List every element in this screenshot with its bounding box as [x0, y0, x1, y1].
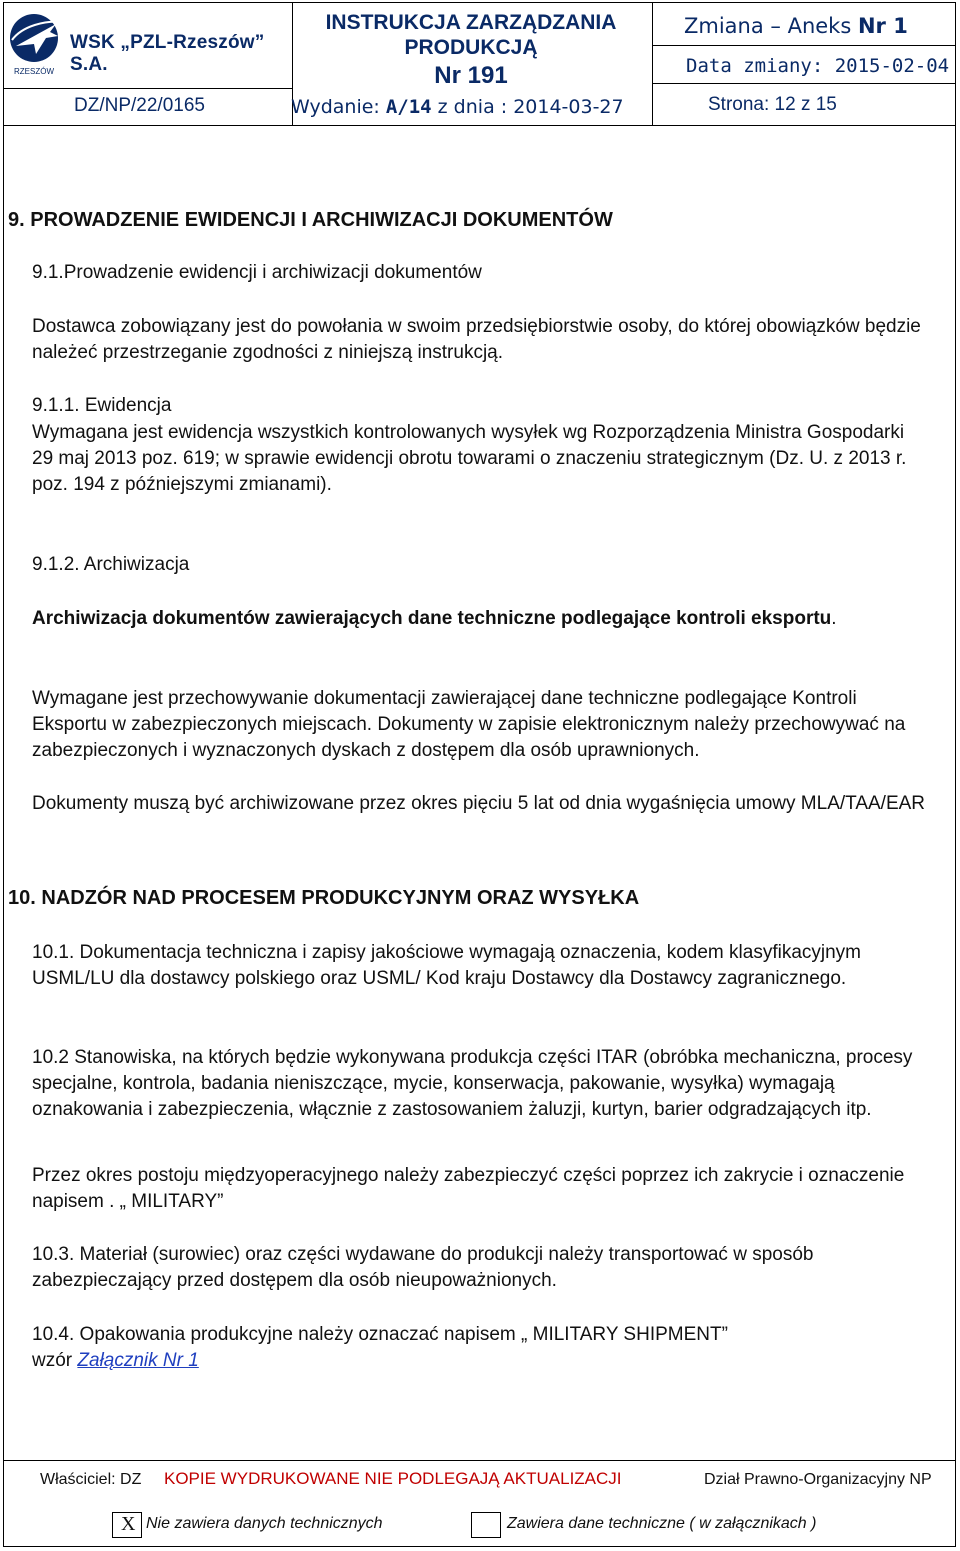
- section-9-1-2-lead: Archiwizacja dokumentów zawierających dane techniczne podlegające kontroli eksportu.: [32, 608, 837, 629]
- section-10-2-note: Przez okres postoju międzyoperacyjnego należy zabezpieczyć części poprzez ich zakrycie i oznaczenie napisem . „ MILITARY”: [32, 1165, 905, 1212]
- company-name: WSK „PZL-Rzeszów” S.A.: [70, 32, 265, 75]
- edition-date: z dnia : 2014-03-27: [437, 96, 624, 118]
- header-divider: [652, 2, 653, 125]
- section-9-1-text: Dostawca zobowiązany jest do powołania w swoim przedsiębiorstwie osoby, do której obowiązków będzie należeć przestrzeganie zgodności z niniejszą instrukcją.: [32, 316, 921, 363]
- archive-requirement: Wymagane jest przechowywanie dokumentacji zawierającej dane techniczne podlegające Kontroli Eksportu w zabezpieczonych miejscach.: [32, 688, 857, 735]
- no-technical-data-checkbox[interactable]: [112, 1512, 142, 1538]
- airplane-icon: [6, 6, 66, 80]
- section-9-1-1-heading: 9.1.1. Ewidencja: [32, 395, 172, 416]
- company-logo: [6, 6, 278, 84]
- section-10-2: 10.2 Stanowiska, na których będzie wykonywana produkcja części ITAR (obróbka mechaniczna, procesy specjalne, kontrola, badania nieniszczące, mycie, konserwacja, pakowanie, wysyłka) wymagają oznakowania i zabezpieczenia, włącznie z zastosowaniem żaluzji, kurtyn, barier odgradzających itp.: [32, 1047, 913, 1120]
- checkbox-x-mark: X: [121, 1513, 136, 1535]
- section-10-3: 10.3. Materiał (surowiec) oraz części wydawane do produkcji należy transportować w sposób zabezpieczający przed dostępem dla osób nieupoważnionych.: [32, 1244, 814, 1291]
- section-9-1-2-bold: Archiwizacja dokumentów zawierających dane techniczne podlegające kontroli eksportu: [32, 608, 832, 629]
- department-label: Dział Prawno-Organizacyjny NP: [704, 1471, 932, 1488]
- section-9-heading: 9. PROWADZENIE EWIDENCJI I ARCHIWIZACJI DOKUMENTÓW: [8, 209, 613, 231]
- footer-divider: [4, 1460, 955, 1461]
- header-divider: [652, 45, 956, 46]
- section-10-title: NADZÓR NAD PROCESEM PRODUKCYJNYM ORAZ WYSYŁKA: [41, 887, 640, 909]
- page-frame: [3, 2, 956, 1547]
- change-label: Zmiana – Aneks: [684, 14, 852, 38]
- no-technical-data-label: Nie zawiera danych technicznych: [146, 1515, 383, 1532]
- header-divider: [652, 83, 956, 84]
- section-9-1-1-text: Wymagana jest ewidencja wszystkich kontrolowanych wysyłek wg Rozporządzenia Ministra Gospodarki 29 maj 2013 poz. 619; w sprawie ewidencji obrotu towarami o znaczeniu strategicznym (Dz. U. z 2013 r. poz. 194 z późniejszymi zmianami).: [32, 422, 907, 495]
- edition-value: A/14: [385, 96, 432, 118]
- owner-label: Właściciel: DZ: [40, 1471, 142, 1488]
- has-technical-data-label: Zawiera dane techniczne ( w załącznikach ): [507, 1515, 817, 1532]
- section-9-1-2-paragraph: [32, 686, 932, 764]
- section-10-4-prefix: wzór: [32, 1350, 73, 1371]
- change-value: Nr 1: [857, 14, 908, 38]
- document-id: DZ/NP/22/0165: [74, 95, 205, 116]
- edition-info: [291, 96, 624, 118]
- document-title: [296, 10, 646, 60]
- section-10-heading: [8, 885, 908, 911]
- title-line-1: INSTRUKCJA ZARZĄDZANIA: [325, 11, 617, 34]
- section-10-4: [32, 1322, 912, 1374]
- change-date: Data zmiany: 2015-02-04: [686, 55, 950, 77]
- has-technical-data-checkbox[interactable]: [471, 1512, 501, 1538]
- section-10-4-text: 10.4. Opakowania produkcyjne należy oznaczać napisem „ MILITARY SHIPMENT”: [32, 1324, 728, 1345]
- copies-warning: KOPIE WYDRUKOWANE NIE PODLEGAJĄ AKTUALIZACJI: [164, 1469, 622, 1488]
- retention-period: Dokumenty muszą być archiwizowane przez okres pięciu 5 lat od dnia wygaśnięcia umowy MLA/TAA/EAR: [32, 793, 926, 814]
- document-number: Nr 191: [434, 62, 508, 89]
- section-9-1-2-heading: 9.1.2. Archiwizacja: [32, 554, 190, 575]
- header-divider: [3, 88, 293, 89]
- logo-caption: RZESZÓW: [14, 67, 54, 76]
- page-number: Strona: 12 z 15: [708, 94, 837, 115]
- header-bottom-border: [3, 125, 956, 126]
- change-info: [684, 14, 908, 38]
- title-line-2: PRODUKCJĄ: [404, 36, 538, 59]
- section-9-1-heading: 9.1.Prowadzenie ewidencji i archiwizacji dokumentów: [32, 262, 482, 283]
- section-10-number: 10.: [8, 887, 36, 909]
- attachment-link[interactable]: Załącznik Nr 1: [77, 1350, 199, 1371]
- electronic-storage: Dokumenty w zapisie elektronicznym należy przechowywać na zabezpieczonych i wyznaczonych dyskach z dostępem dla osób uprawnionych.: [32, 714, 906, 761]
- section-10-1: 10.1. Dokumentacja techniczna i zapisy jakościowe wymagają oznaczenia, kodem klasyfikacyjnym USML/LU dla dostawcy polskiego oraz USML/ Kod kraju Dostawcy dla Dostawcy zagranicznego.: [32, 942, 861, 989]
- edition-label: Wydanie:: [291, 96, 380, 118]
